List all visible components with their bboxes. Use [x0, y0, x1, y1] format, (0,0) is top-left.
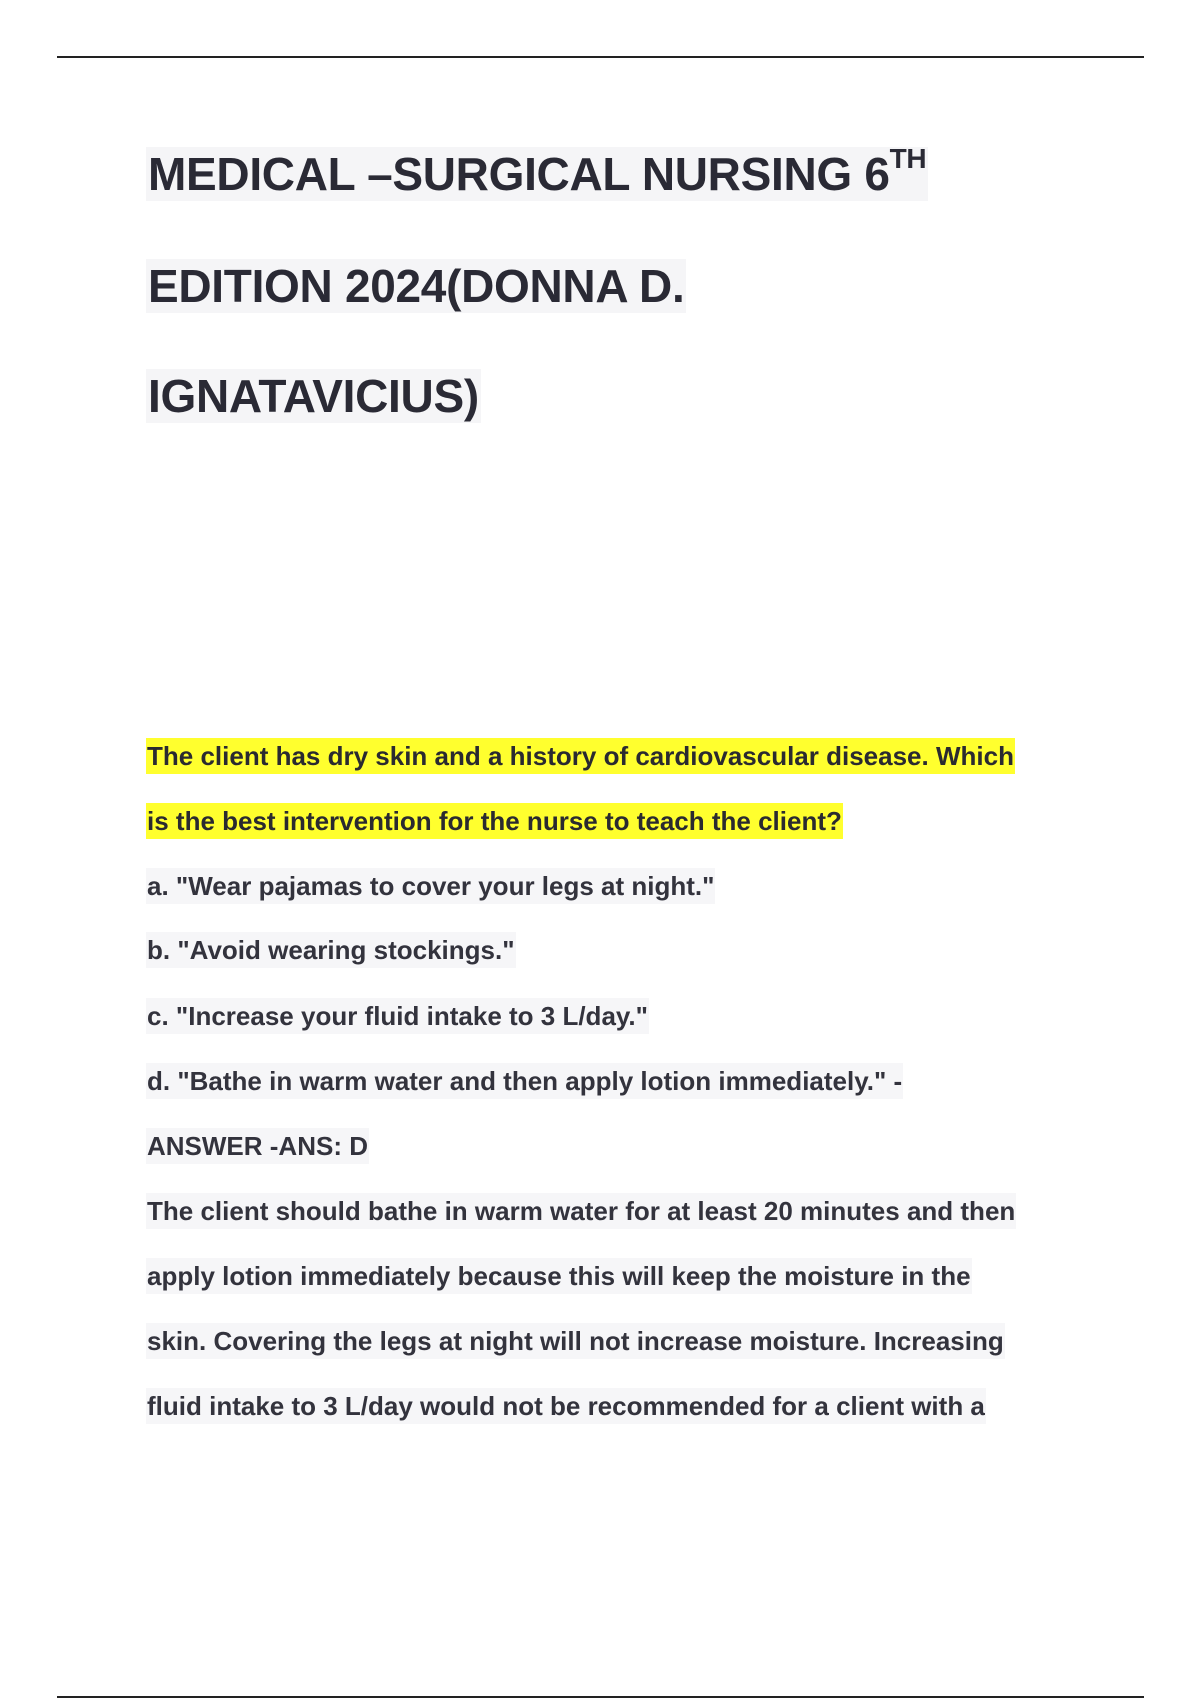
question-stem-line-2: is the best intervention for the nurse to teach the client? [146, 803, 843, 839]
document-title-line-1 [146, 143, 928, 201]
document-title-line-2: EDITION 2024(DONNA D. [148, 260, 685, 312]
rationale-line: The client should bathe in warm water for at least 20 minutes and then [146, 1193, 1016, 1229]
answer-option-b: b. "Avoid wearing stockings." [146, 932, 516, 968]
document-title-line-3: IGNATAVICIUS) [148, 370, 479, 422]
rationale-line: apply lotion immediately because this will keep the moisture in the [146, 1258, 972, 1294]
answer-option-a: a. "Wear pajamas to cover your legs at night." [146, 868, 715, 904]
answer-option-d: d. "Bathe in warm water and then apply lotion immediately." - [146, 1063, 903, 1099]
top-rule [57, 56, 1144, 58]
answer-option-c: c. "Increase your fluid intake to 3 L/day." [146, 998, 649, 1034]
question-stem-line-1: The client has dry skin and a history of cardiovascular disease. Which [146, 738, 1015, 774]
rationale-line: skin. Covering the legs at night will not increase moisture. Increasing [146, 1323, 1005, 1359]
bottom-rule [57, 1696, 1144, 1698]
title-superscript: TH [889, 143, 927, 174]
answer-key: ANSWER -ANS: D [146, 1128, 369, 1164]
rationale-line: fluid intake to 3 L/day would not be recommended for a client with a [146, 1388, 986, 1424]
title-text-1: MEDICAL –SURGICAL NURSING 6 [148, 148, 890, 200]
